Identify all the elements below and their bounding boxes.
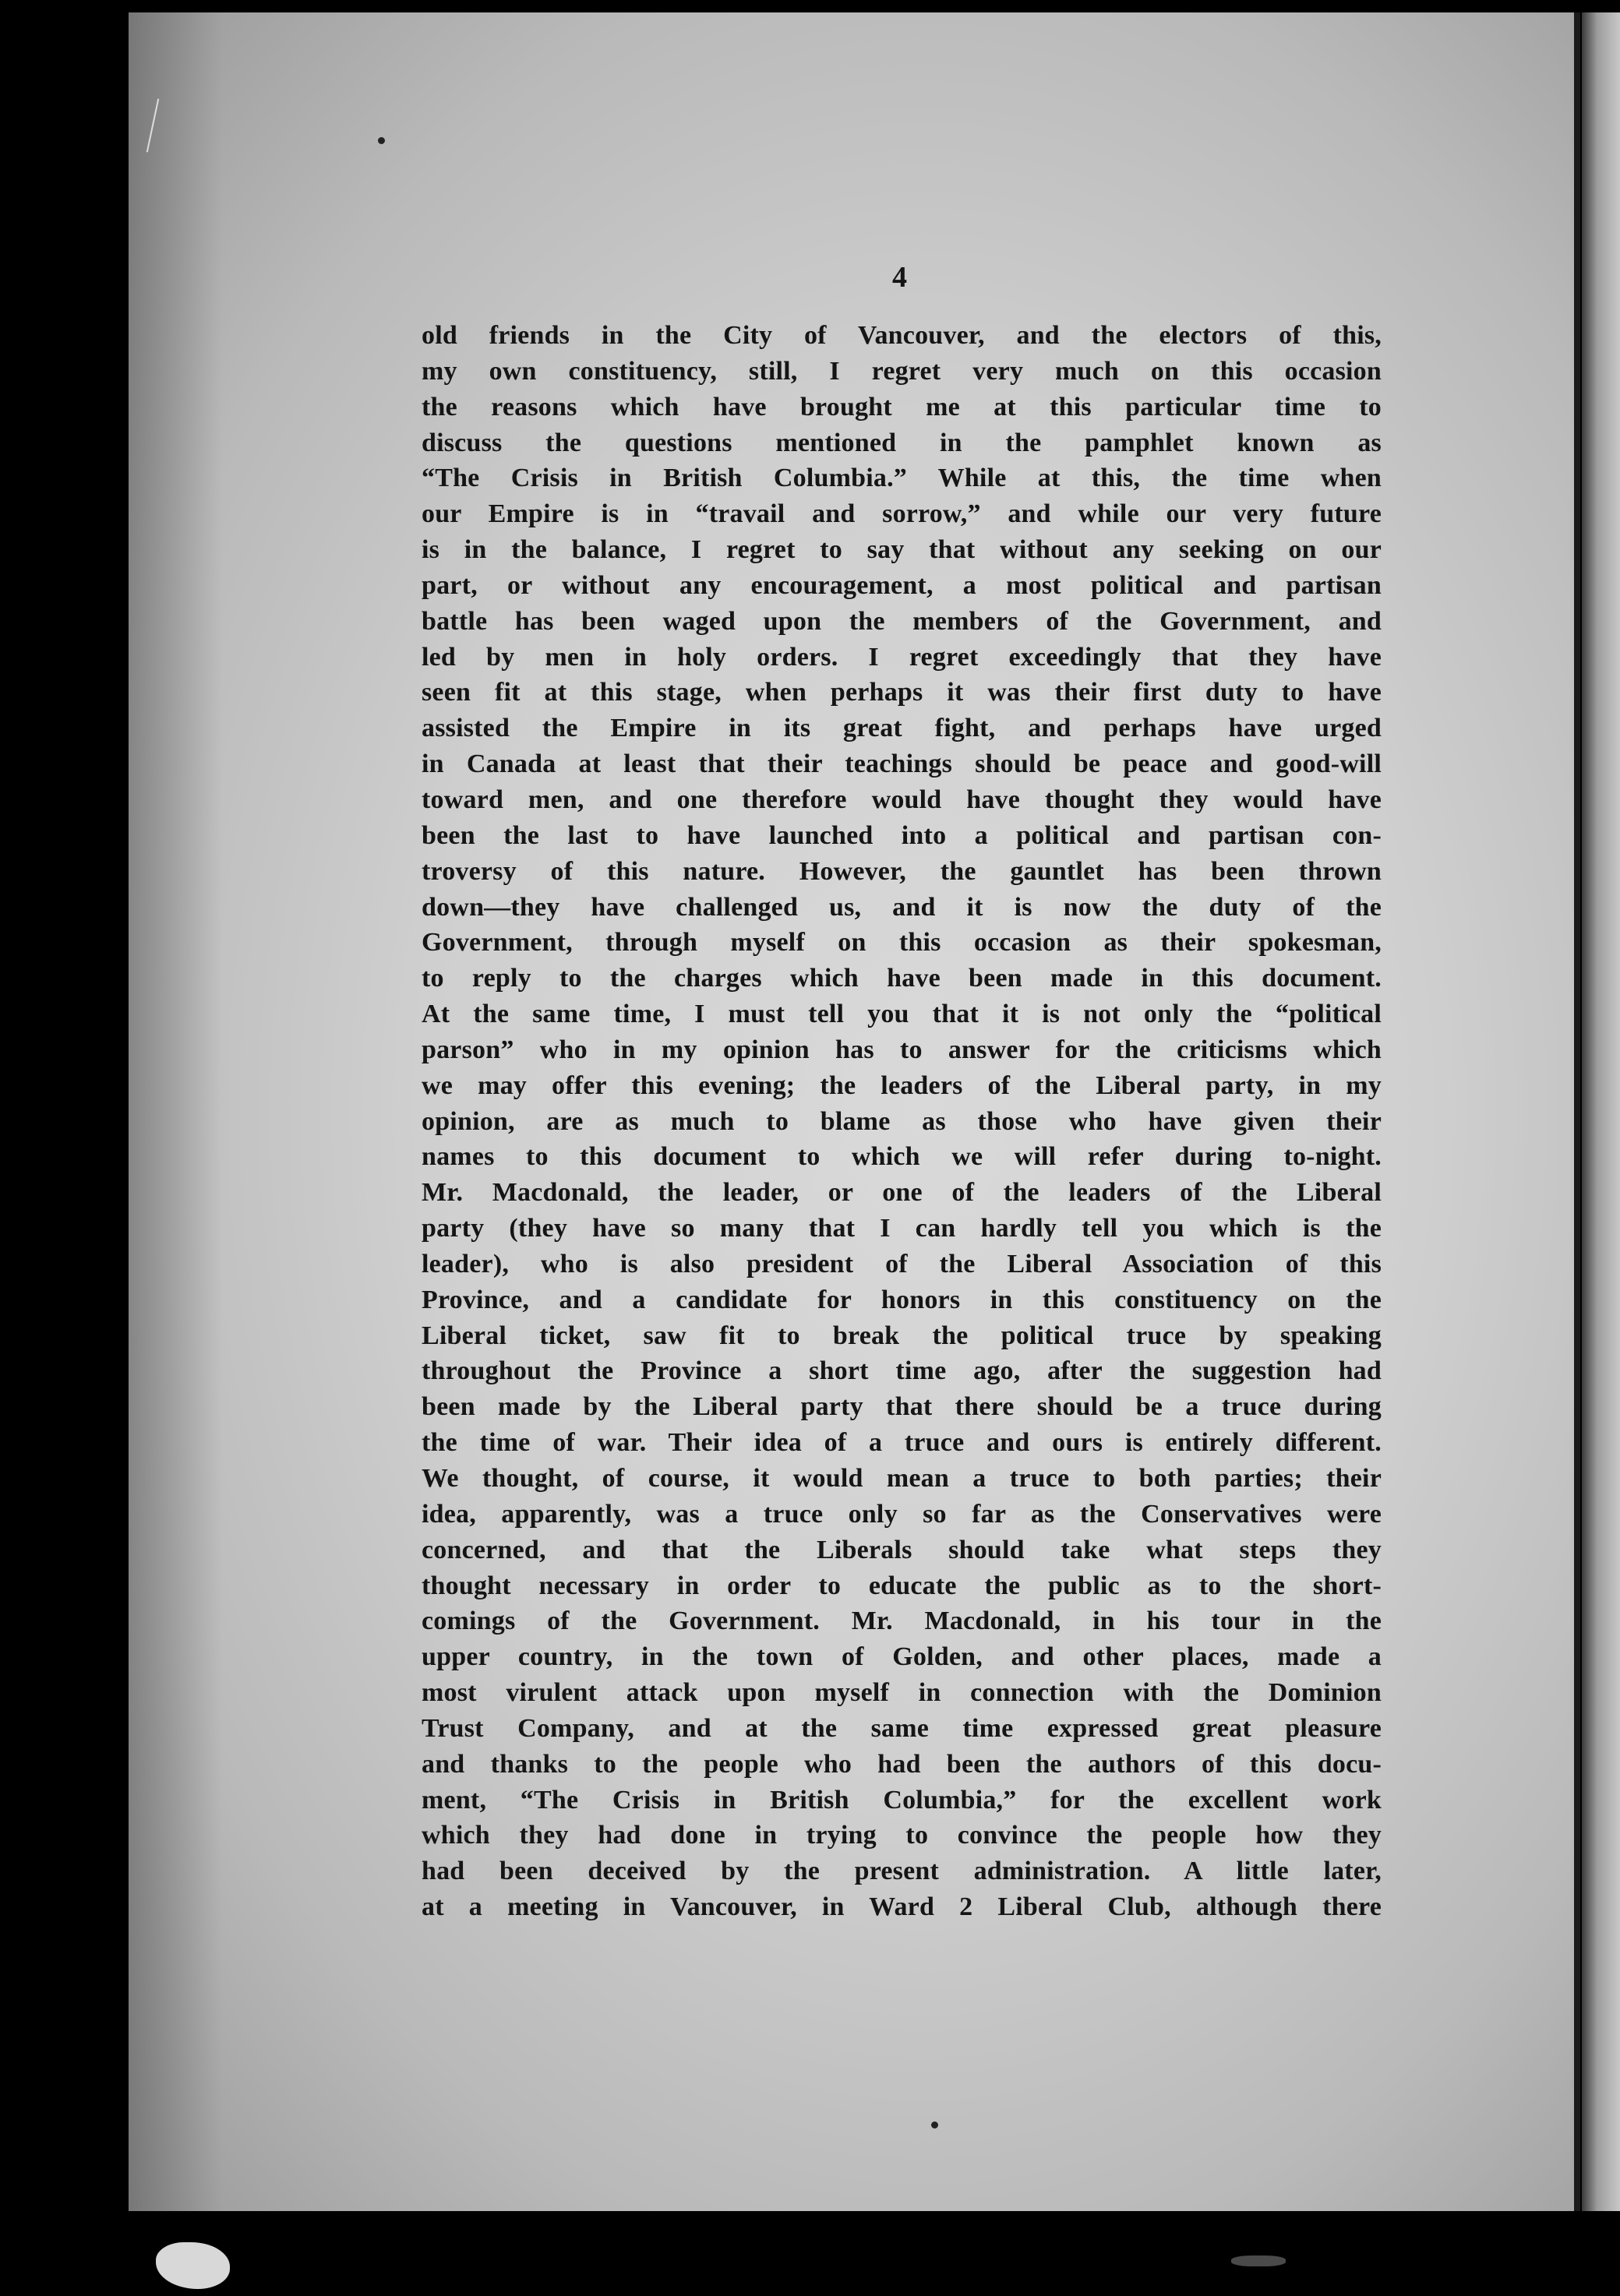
text-line: been made by the Liberal party that there should be a truce during bbox=[422, 1392, 1382, 1422]
text-line: “The Crisis in British Columbia.” While at this, the time when bbox=[422, 464, 1382, 493]
text-line: leader), who is also president of the Liberal Association of this bbox=[422, 1249, 1382, 1278]
text-line: we may offer this evening; the leaders of the Liberal party, in my bbox=[422, 1070, 1382, 1100]
text-line: been the last to have launched into a political and partisan con- bbox=[422, 820, 1382, 850]
text-line: throughout the Province a short time ago, after the suggestion had bbox=[422, 1356, 1382, 1386]
page-number: 4 bbox=[892, 261, 907, 294]
text-line: Mr. Macdonald, the leader, or one of the leaders of the Liberal bbox=[422, 1178, 1382, 1208]
text-line: ment, “The Crisis in British Columbia,” for the excellent work bbox=[422, 1785, 1382, 1815]
text-line: the reasons which have brought me at this particular time to bbox=[422, 392, 1382, 421]
text-line: battle has been waged upon the members of the Government, and bbox=[422, 606, 1382, 636]
text-line: parson” who in my opinion has to answer for the criticisms which bbox=[422, 1035, 1382, 1064]
text-line: at a meeting in Vancouver, in Ward 2 Liberal Club, although there bbox=[422, 1892, 1382, 1922]
text-line: At the same time, I must tell you that it is not only the “political bbox=[422, 1000, 1382, 1029]
text-line: Liberal ticket, saw fit to break the political truce by speaking bbox=[422, 1321, 1382, 1350]
facing-page-edge bbox=[1582, 12, 1620, 2211]
text-line: which they had done in trying to convince the people how they bbox=[422, 1821, 1382, 1850]
text-line: seen fit at this stage, when perhaps it was their first duty to have bbox=[422, 678, 1382, 707]
text-line: idea, apparently, was a truce only so far as the Conservatives were bbox=[422, 1499, 1382, 1529]
text-line: down—they have challenged us, and it is now the duty of the bbox=[422, 892, 1382, 922]
text-line: discuss the questions mentioned in the pamphlet known as bbox=[422, 428, 1382, 457]
text-line: Province, and a candidate for honors in this constituency on the bbox=[422, 1285, 1382, 1314]
text-line: the time of war. Their idea of a truce and ours is entirely different. bbox=[422, 1428, 1382, 1458]
body-text bbox=[422, 318, 1382, 1925]
text-line: party (they have so many that I can hardly tell you which is the bbox=[422, 1214, 1382, 1243]
text-line: opinion, are as much to blame as those who have given their bbox=[422, 1106, 1382, 1136]
text-line: to reply to the charges which have been made in this document. bbox=[422, 964, 1382, 993]
text-line: had been deceived by the present administration. A little later, bbox=[422, 1857, 1382, 1886]
text-line: troversy of this nature. However, the gauntlet has been thrown bbox=[422, 856, 1382, 886]
scan-speck bbox=[378, 137, 385, 144]
text-line: thought necessary in order to educate the public as to the short- bbox=[422, 1571, 1382, 1600]
text-line: toward men, and one therefore would have thought they would have bbox=[422, 785, 1382, 814]
text-line: names to this document to which we will refer during to-night. bbox=[422, 1142, 1382, 1172]
text-line: in Canada at least that their teachings should be peace and good-will bbox=[422, 749, 1382, 779]
text-line: old friends in the City of Vancouver, and the electors of this, bbox=[422, 321, 1382, 350]
scan-blot bbox=[1231, 2255, 1286, 2266]
text-line: Government, through myself on this occasion as their spokesman, bbox=[422, 928, 1382, 958]
text-line: concerned, and that the Liberals should take what steps they bbox=[422, 1535, 1382, 1564]
text-line: most virulent attack upon myself in connection with the Dominion bbox=[422, 1678, 1382, 1708]
scan-blot bbox=[156, 2242, 230, 2289]
text-line: our Empire is in “travail and sorrow,” and while our very future bbox=[422, 499, 1382, 529]
text-line: part, or without any encouragement, a most political and partisan bbox=[422, 570, 1382, 600]
text-line: upper country, in the town of Golden, and other places, made a bbox=[422, 1642, 1382, 1672]
scan-scratch bbox=[146, 99, 160, 153]
text-line: comings of the Government. Mr. Macdonald, in his tour in the bbox=[422, 1606, 1382, 1636]
text-line: We thought, of course, it would mean a truce to both parties; their bbox=[422, 1464, 1382, 1493]
text-line: and thanks to the people who had been the authors of this docu- bbox=[422, 1749, 1382, 1779]
text-line: assisted the Empire in its great fight, and perhaps have urged bbox=[422, 714, 1382, 743]
text-line: Trust Company, and at the same time expressed great pleasure bbox=[422, 1713, 1382, 1743]
text-line: is in the balance, I regret to say that without any seeking on our bbox=[422, 535, 1382, 565]
text-line: my own constituency, still, I regret very much on this occasion bbox=[422, 356, 1382, 386]
text-line: led by men in holy orders. I regret exceedingly that they have bbox=[422, 642, 1382, 672]
scan-speck bbox=[931, 2121, 938, 2128]
